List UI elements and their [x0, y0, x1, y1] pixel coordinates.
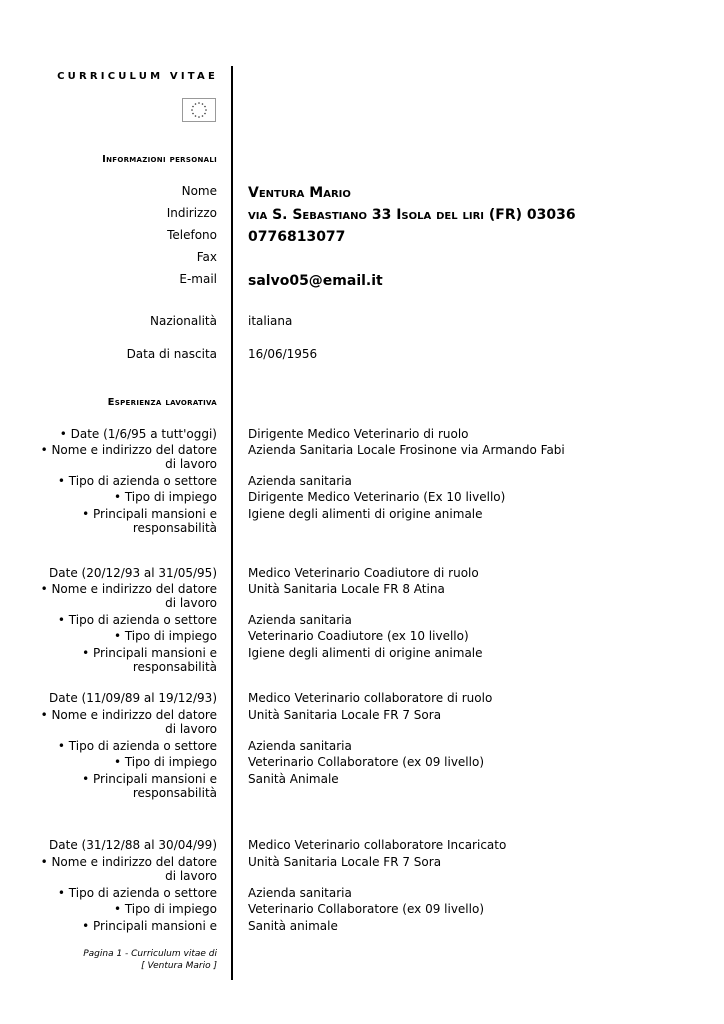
job-employer: Unità Sanitaria Locale FR 7 Sora — [248, 855, 442, 869]
job-date: Date (20/12/93 al 31/05/95) — [49, 566, 217, 580]
job-position: Medico Veterinario collaboratore Incaricato — [248, 838, 507, 852]
phone-label: Telefono — [167, 228, 217, 242]
job-type: Veterinario Coadiutore (ex 10 livello) — [248, 629, 469, 643]
job-duties: Sanità animale — [248, 919, 338, 933]
work-experience-heading: Esperienza lavorativa — [107, 397, 217, 408]
job-type-label: • Tipo di impiego — [113, 755, 217, 769]
job-sector: Azienda sanitaria — [248, 613, 352, 627]
employer-label: • Nome e indirizzo del datore — [40, 708, 217, 722]
employer-label-cont: di lavoro — [165, 869, 217, 883]
footer-name-line: [ Ventura Mario ] — [141, 961, 217, 971]
duties-label: • Principali mansioni e — [82, 507, 217, 521]
job-employer: Azienda Sanitaria Locale Frosinone via Armando Fabi — [248, 443, 565, 457]
job-type-label: • Tipo di impiego — [113, 902, 217, 916]
job-date: Date (11/09/89 al 19/12/93) — [49, 691, 217, 705]
sector-label: • Tipo di azienda o settore — [57, 739, 217, 753]
employer-label: • Nome e indirizzo del datore — [40, 443, 217, 457]
duties-label-cont: responsabilità — [132, 660, 217, 674]
job-type: Veterinario Collaboratore (ex 09 livello) — [248, 755, 484, 769]
sector-label: • Tipo di azienda o settore — [57, 886, 217, 900]
job-type: Veterinario Collaboratore (ex 09 livello) — [248, 902, 484, 916]
nationality-label: Nazionalità — [150, 314, 217, 328]
employer-label: • Nome e indirizzo del datore — [40, 855, 217, 869]
name-value: Ventura Mario — [248, 185, 351, 201]
duties-label: • Principali mansioni e — [82, 646, 217, 660]
address-label: Indirizzo — [166, 206, 217, 220]
duties-label: • Principali mansioni e — [82, 919, 217, 933]
page-footer — [83, 948, 217, 972]
fax-label: Fax — [196, 250, 217, 264]
duties-label: • Principali mansioni e — [82, 772, 217, 786]
personal-info-heading: Informazioni personali — [102, 154, 217, 165]
job-duties: Igiene degli alimenti di origine animale — [248, 646, 483, 660]
birthdate-value: 16/06/1956 — [248, 347, 318, 361]
sector-label: • Tipo di azienda o settore — [57, 613, 217, 627]
employer-label-cont: di lavoro — [165, 596, 217, 610]
job-type-label: • Tipo di impiego — [113, 629, 217, 643]
job-type: Dirigente Medico Veterinario (Ex 10 livello) — [248, 490, 506, 504]
nationality-value: italiana — [248, 314, 293, 328]
job-sector: Azienda sanitaria — [248, 474, 352, 488]
job-employer: Unità Sanitaria Locale FR 8 Atina — [248, 582, 445, 596]
job-date: Date (31/12/88 al 30/04/99) — [49, 838, 217, 852]
address-value: via S. Sebastiano 33 Isola del liri (FR) 03036 — [248, 207, 576, 223]
column-divider — [231, 66, 233, 980]
job-type-label: • Tipo di impiego — [113, 490, 217, 504]
eu-stars-icon — [183, 99, 215, 121]
job-duties: Igiene degli alimenti di origine animale — [248, 507, 483, 521]
employer-label: • Nome e indirizzo del datore — [40, 582, 217, 596]
footer-page-line: Pagina 1 - Curriculum vitae di — [83, 949, 217, 959]
cv-title: CURRICULUM VITAE — [57, 71, 218, 82]
duties-label-cont: responsabilità — [132, 521, 217, 535]
job-position: Medico Veterinario collaboratore di ruolo — [248, 691, 493, 705]
job-position: Dirigente Medico Veterinario di ruolo — [248, 427, 469, 441]
phone-value: 0776813077 — [248, 229, 346, 245]
employer-label-cont: di lavoro — [165, 457, 217, 471]
name-label: Nome — [181, 184, 217, 198]
email-value: salvo05@email.it — [248, 273, 383, 289]
employer-label-cont: di lavoro — [165, 722, 217, 736]
job-duties: Sanità Animale — [248, 772, 339, 786]
sector-label: • Tipo di azienda o settore — [57, 474, 217, 488]
eu-flag-logo — [182, 98, 216, 122]
job-sector: Azienda sanitaria — [248, 739, 352, 753]
birthdate-label: Data di nascita — [126, 347, 217, 361]
duties-label-cont: responsabilità — [132, 786, 217, 800]
job-date: • Date (1/6/95 a tutt'oggi) — [59, 427, 217, 441]
email-label: E-mail — [179, 272, 217, 286]
job-employer: Unità Sanitaria Locale FR 7 Sora — [248, 708, 442, 722]
job-position: Medico Veterinario Coadiutore di ruolo — [248, 566, 479, 580]
job-sector: Azienda sanitaria — [248, 886, 352, 900]
